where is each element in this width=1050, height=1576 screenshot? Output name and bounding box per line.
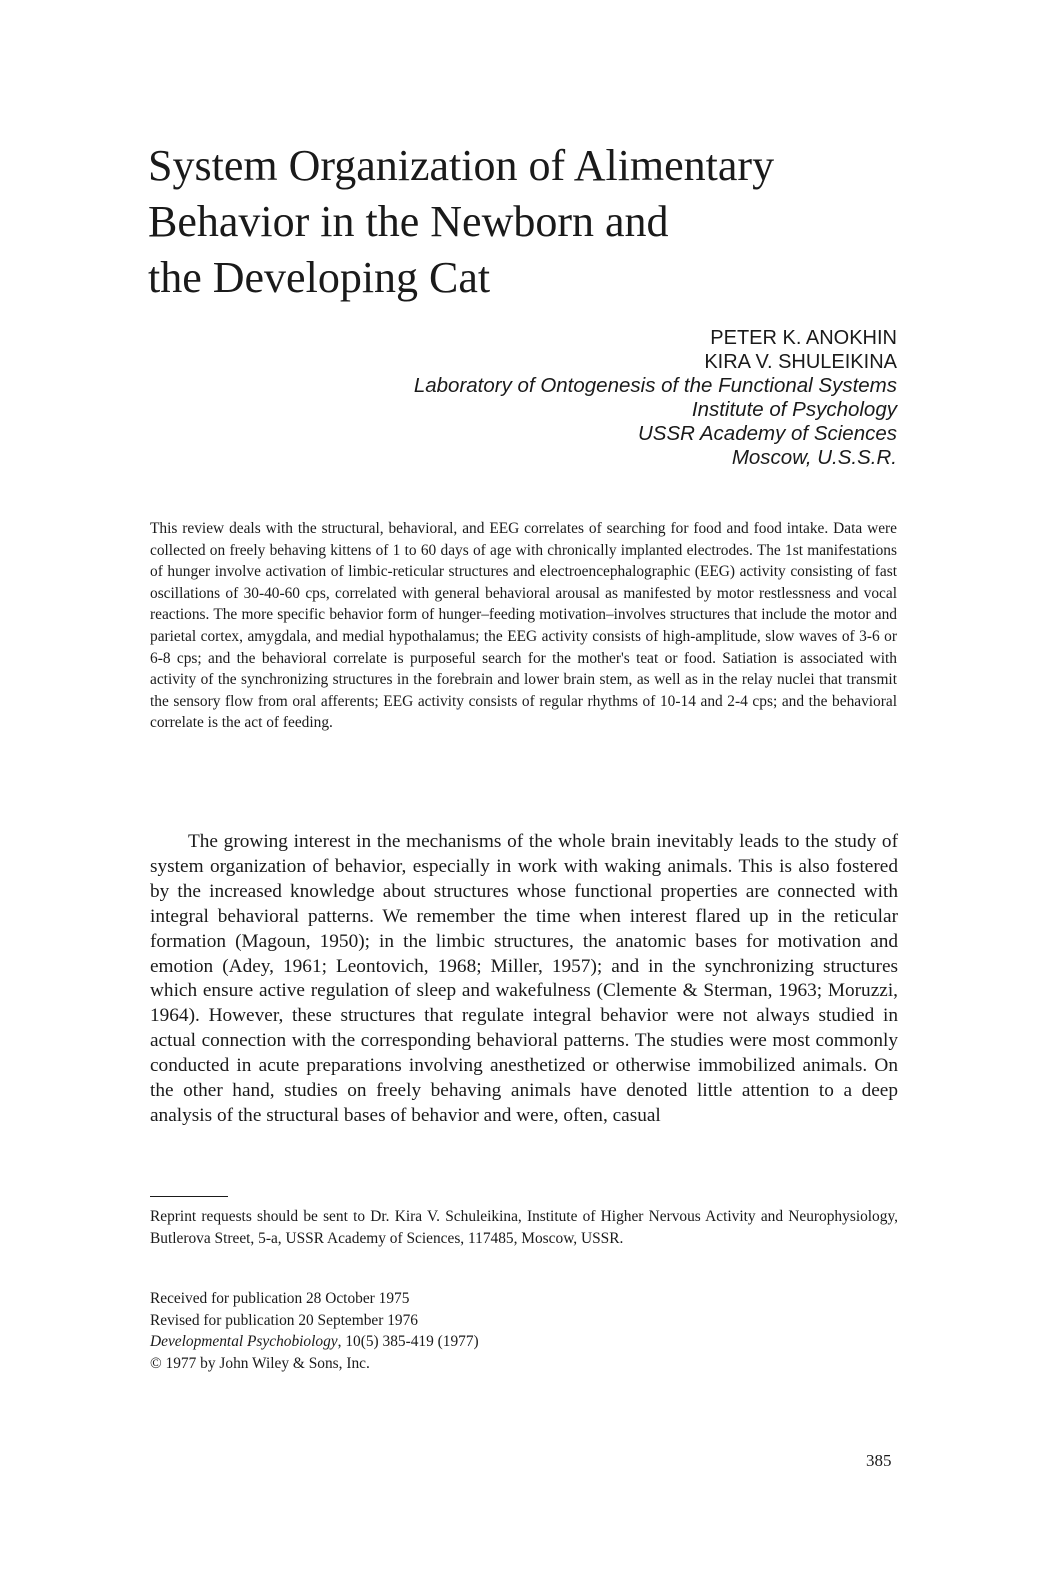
received-date: Received for publication 28 October 1975 (150, 1290, 410, 1307)
byline (414, 326, 897, 470)
journal-issue: , 10(5) 385-419 (1977) (337, 1333, 479, 1350)
page-number: 385 (866, 1451, 892, 1470)
article-title (148, 138, 908, 306)
copyright-notice: © 1977 by John Wiley & Sons, Inc. (150, 1354, 370, 1372)
affiliation-academy: USSR Academy of Sciences (637, 422, 897, 445)
revised-date: Revised for publication 20 September 1976 (150, 1311, 418, 1329)
footnote-rule (150, 1196, 228, 1197)
abstract: This review deals with the structural, behavioral, and EEG correlates of searching for food and food intake. Data were collected on freely behaving kittens of 1 to 60 days of age with chronically implanted electrodes. The 1st manifestations of hunger involve activation of limbic-reticular structures and electroencephalographic (EEG) activity consisting of fast oscillations of 30-40-60 cps, correlated with general behavioral arousal as manifested by motor restlessness and vocal reactions. The more specific behavior form of hunger–feeding motivation–involves structures that include the motor and parietal cortex, amygdala, and medial hypothalamus; the EEG activity consists of high-amplitude, slow waves of 3-6 or 6-8 cps; and the behavioral correlate is purposeful search for the mother's teat or food. Satiation is associated with activity of the synchronizing structures in the forebrain and lower brain stem, as well as in the relay nuclei that transmit the sensory flow from oral afferents; EEG activity consists of regular rhythms of 10-14 and 2-4 cps; and the behavioral correlate is the act of feeding. (150, 520, 897, 732)
title-line-2: Behavior in the Newborn and (148, 197, 669, 246)
reprint-footnote: Reprint requests should be sent to Dr. Kira V. Schuleikina, Institute of Higher Nervous Activity and Neurophysiology, Butlerova Street, 5-a, USSR Academy of Sciences, 117485, Moscow, USSR. (150, 1208, 898, 1247)
author-2: KIRA V. SHULEIKINA (704, 351, 897, 373)
title-line-3: the Developing Cat (148, 253, 491, 302)
affiliation-laboratory: Laboratory of Ontogenesis of the Functional Systems (413, 374, 897, 397)
affiliation-location: Moscow, U.S.S.R. (731, 446, 897, 469)
affiliation-institute: Institute of Psychology (691, 398, 897, 421)
title-line-1: System Organization of Alimentary (148, 141, 775, 190)
journal-name: Developmental Psychobiology (150, 1333, 338, 1350)
journal-citation (150, 1331, 750, 1353)
publication-info (150, 1288, 750, 1374)
body-paragraph: The growing interest in the mechanisms of the whole brain inevitably leads to the study of system organization of behavior, especially in work with waking animals. This is also fostered by the increased knowledge about structures whose functional properties are connected with integral behavioral patterns. We remember the time when interest flared up in the reticular formation (Magoun, 1950); in the limbic structures, the anatomic bases for motivation and emotion (Adey, 1961; Leontovich, 1968; Miller, 1957); and in the synchronizing structures which ensure active regulation of sleep and wakefulness (Clemente & Sterman, 1963; Moruzzi, 1964). However, these structures that regulate integral behavior were not always studied in actual connection with the corresponding behavioral patterns. The studies were most commonly conducted in acute preparations involving anesthetized or otherwise immobilized animals. On the other hand, studies on freely behaving animals have denoted little attention to a deep analysis of the structural bases of behavior and were, often, casual (150, 831, 898, 1126)
author-1: PETER K. ANOKHIN (710, 327, 897, 349)
